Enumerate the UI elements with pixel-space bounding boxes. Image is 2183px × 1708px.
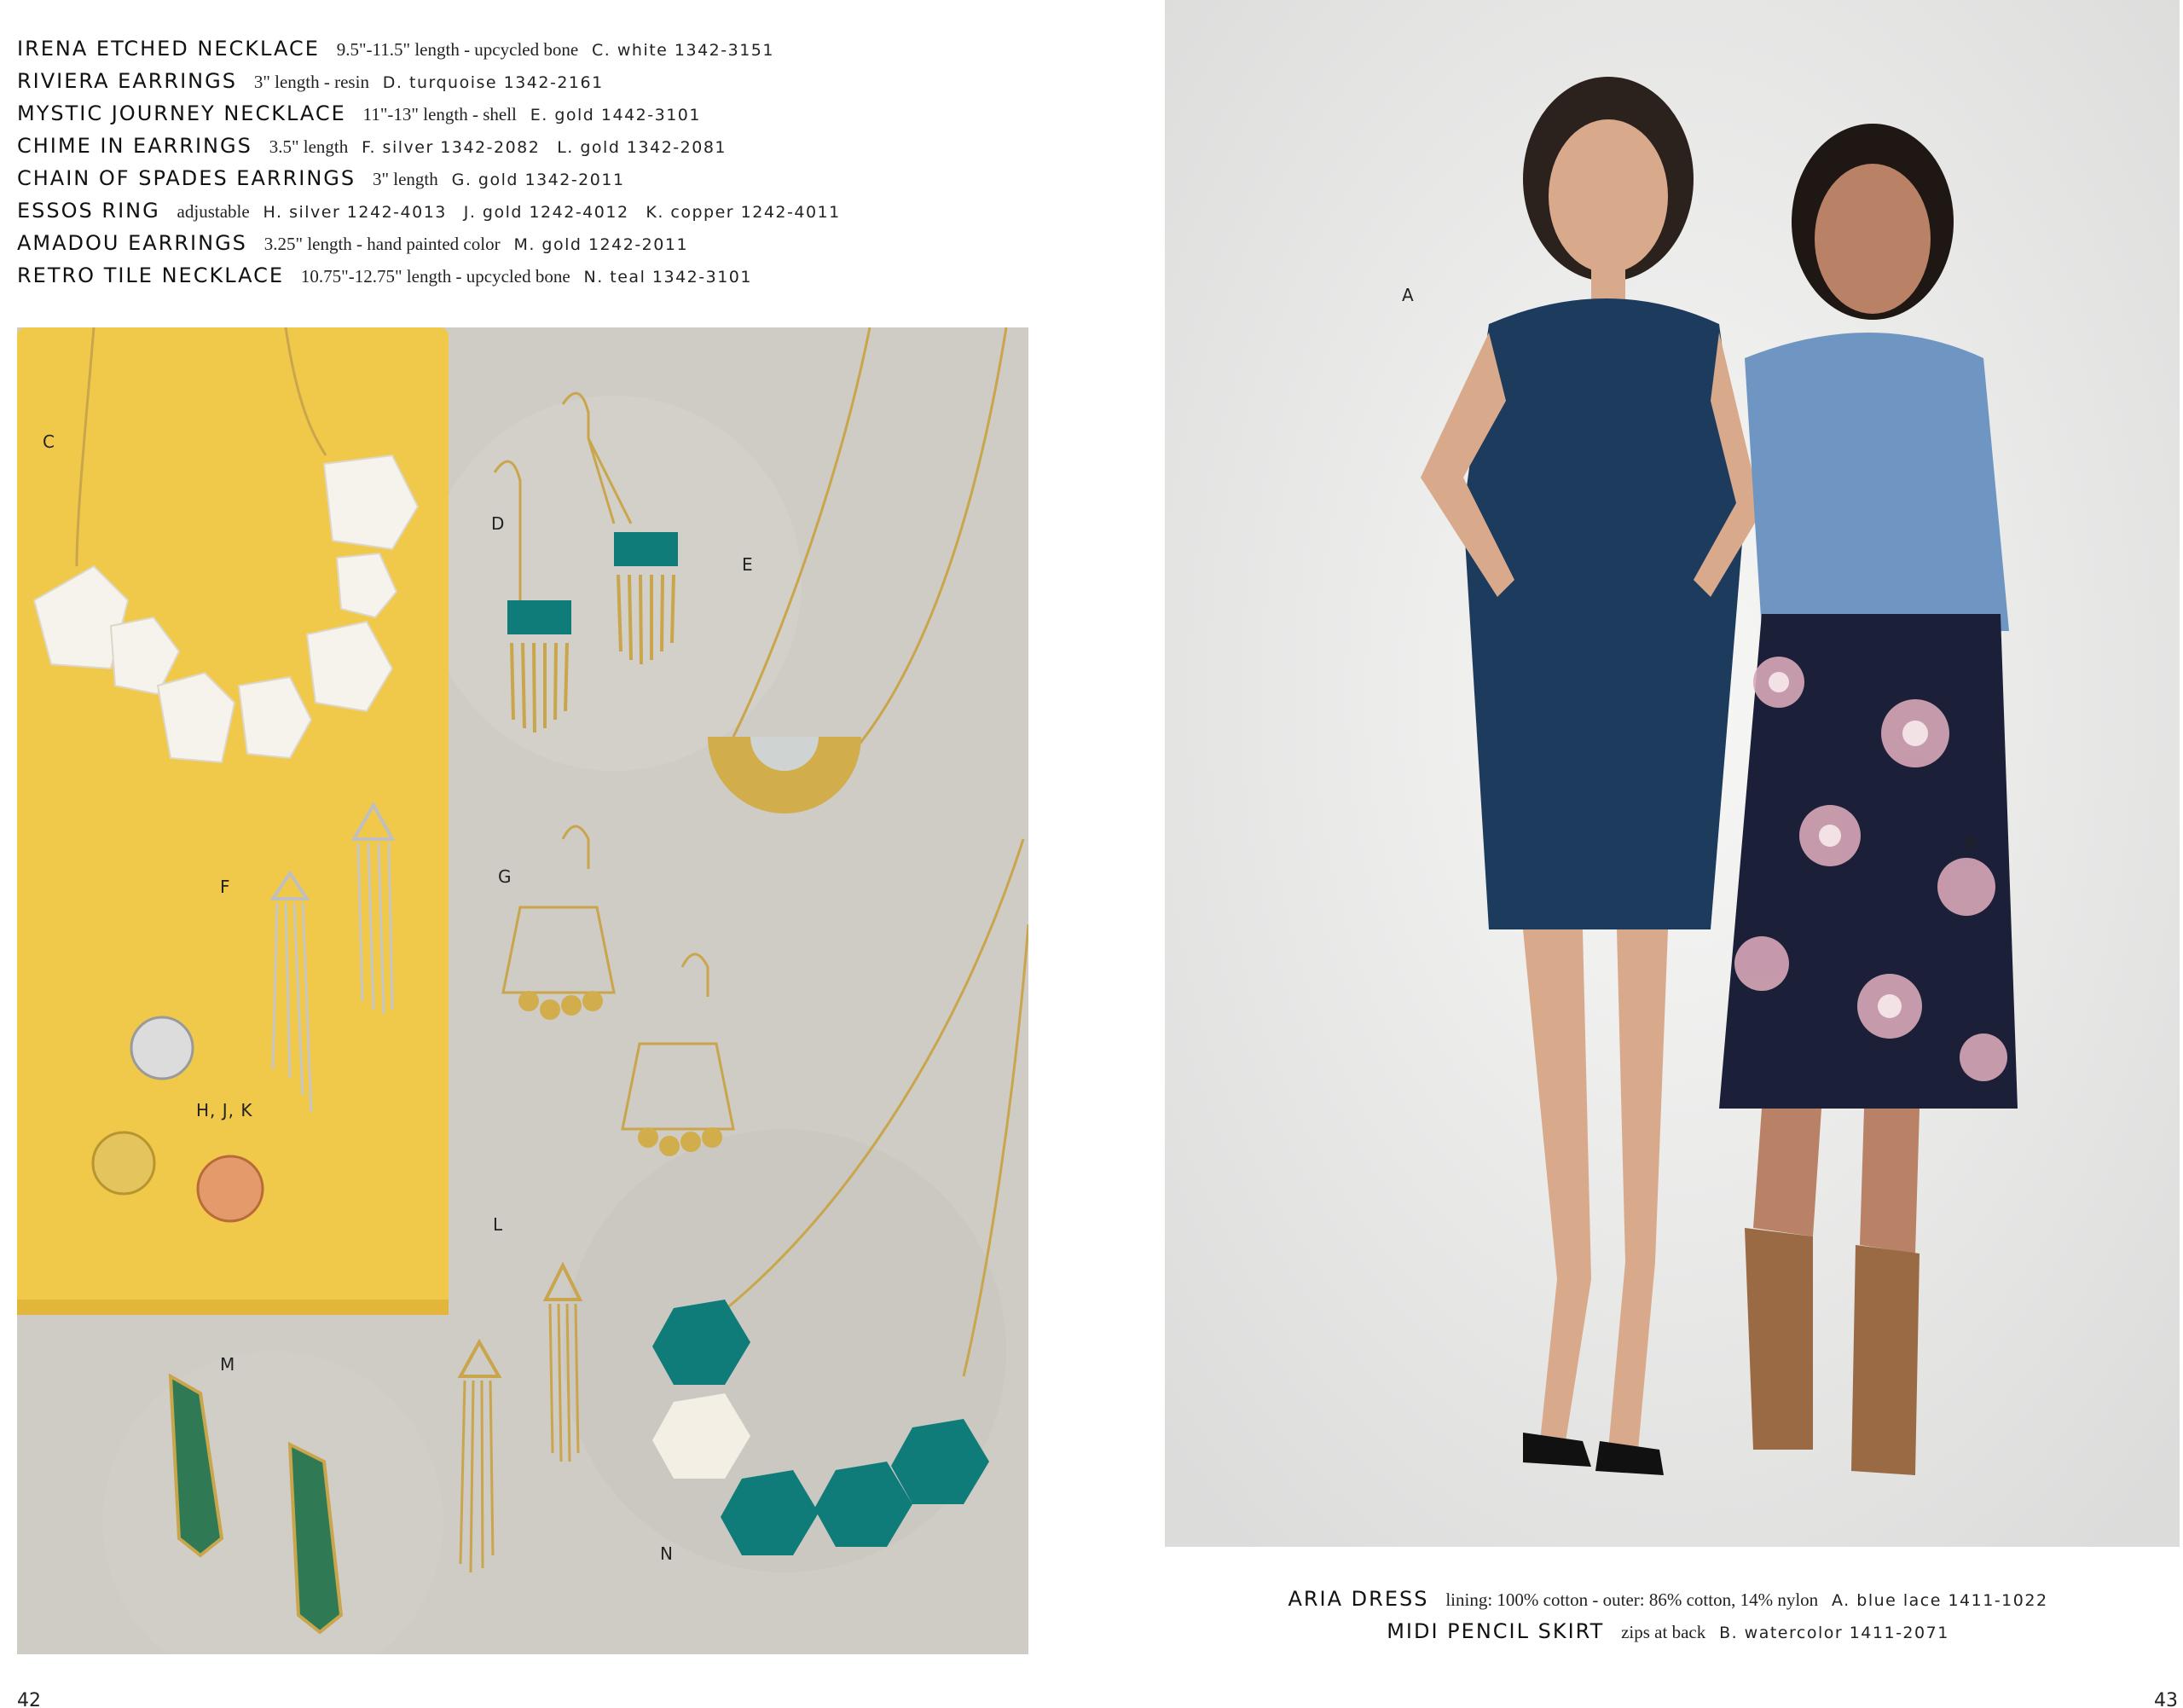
- apparel-details: zips at back: [1621, 1622, 1706, 1642]
- product-code: M. gold 1242-2011: [513, 235, 689, 254]
- product-line: [17, 162, 1126, 194]
- product-name: RIVIERA EARRINGS: [17, 69, 237, 93]
- photo-label-f: F: [220, 877, 231, 897]
- apparel-code: B. watercolor 1411-2071: [1719, 1624, 1949, 1642]
- jewelry-illustration: [17, 327, 1028, 1654]
- apparel-line: [1165, 1583, 2183, 1615]
- photo-label-c: C: [43, 431, 55, 452]
- apparel-code: A. blue lace 1411-1022: [1832, 1591, 2048, 1610]
- jewelry-product-list: [17, 32, 1126, 292]
- product-code: G. gold 1342-2011: [451, 171, 625, 189]
- product-details: 10.75"-12.75" length - upcycled bone: [300, 266, 570, 287]
- product-details: 3" length: [372, 169, 438, 189]
- photo-label-hjk: H, J, K: [196, 1100, 253, 1120]
- photo-label-d: D: [491, 513, 506, 534]
- product-name: AMADOU EARRINGS: [17, 231, 247, 255]
- product-details: adjustable: [177, 201, 250, 222]
- product-name: IRENA ETCHED NECKLACE: [17, 37, 320, 61]
- apparel-product-list: [1165, 1583, 2183, 1647]
- product-code: N. teal 1342-3101: [583, 268, 752, 287]
- photo-label-l: L: [493, 1214, 504, 1235]
- product-name: ESSOS RING: [17, 199, 160, 223]
- product-line: [17, 97, 1126, 130]
- models-photo: [1165, 0, 2180, 1547]
- apparel-details: lining: 100% cotton - outer: 86% cotton, 14% nylon: [1445, 1589, 1819, 1610]
- product-code: E. gold 1442-3101: [530, 106, 701, 124]
- product-name: CHIME IN EARRINGS: [17, 134, 252, 158]
- product-code: D. turquoise 1342-2161: [382, 73, 604, 92]
- product-code: J. gold 1242-4012: [463, 203, 629, 222]
- product-details: 3" length - resin: [253, 72, 369, 92]
- product-line: [17, 32, 1126, 65]
- product-details: 3.5" length: [269, 136, 349, 157]
- product-line: [17, 194, 1126, 227]
- product-code: L. gold 1342-2081: [557, 138, 727, 157]
- product-code: C. white 1342-3151: [592, 41, 774, 60]
- product-details: 3.25" length - hand painted color: [263, 234, 501, 254]
- product-name: CHAIN OF SPADES EARRINGS: [17, 166, 356, 190]
- page-number-left: 42: [17, 1690, 41, 1708]
- apparel-line: [1165, 1615, 2183, 1647]
- product-details: 9.5"-11.5" length - upcycled bone: [336, 39, 579, 60]
- product-code: F. silver 1342-2082: [362, 138, 541, 157]
- model-label-b: B: [1965, 834, 1977, 854]
- product-line: [17, 227, 1126, 259]
- models-illustration: [1165, 0, 2180, 1547]
- product-details: 11"-13" length - shell: [362, 104, 517, 124]
- apparel-name: ARIA DRESS: [1288, 1587, 1429, 1611]
- product-line: [17, 259, 1126, 292]
- photo-label-n: N: [660, 1543, 674, 1564]
- page-number-right: 43: [2154, 1690, 2178, 1708]
- product-code: H. silver 1242-4013: [263, 203, 447, 222]
- product-name: RETRO TILE NECKLACE: [17, 263, 285, 287]
- photo-label-g: G: [498, 866, 512, 887]
- product-name: MYSTIC JOURNEY NECKLACE: [17, 101, 346, 125]
- product-code: K. copper 1242-4011: [646, 203, 841, 222]
- product-line: [17, 65, 1126, 97]
- photo-label-m: M: [220, 1354, 236, 1375]
- product-line: [17, 130, 1126, 162]
- model-label-a: A: [1402, 285, 1414, 305]
- photo-label-e: E: [742, 554, 754, 575]
- apparel-name: MIDI PENCIL SKIRT: [1387, 1619, 1605, 1643]
- jewelry-flatlay-photo: [17, 327, 1028, 1654]
